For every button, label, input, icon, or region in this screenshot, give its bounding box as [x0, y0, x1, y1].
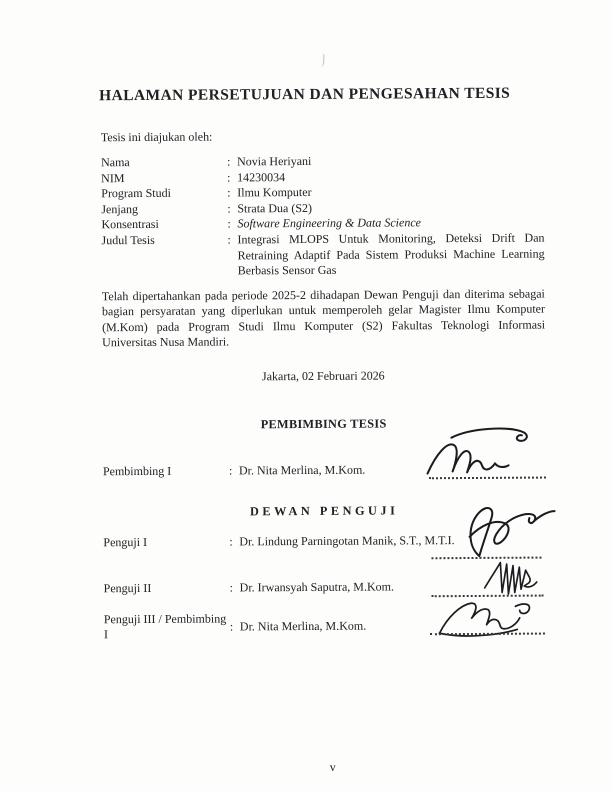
defense-statement: Telah dipertahankan pada periode 2025-2 dihadapan Dewan Penguji dan diterima sebagai bagian persyaratan yang diperlukan untuk memperoleh gelar Magister Ilmu Komputer (M.Kom) pada Program Studi Ilmu Komputer (S2) Fakultas Teknologi Informasi Universitas Nusa Mandiri.: [101, 286, 546, 350]
field-value: Ilmu Komputer: [237, 185, 312, 200]
signature-penguji-1: [449, 499, 561, 560]
field-row-judul-tesis: [101, 231, 544, 280]
scan-artifact: [318, 54, 324, 67]
field-label: Konsentrasi: [101, 217, 159, 232]
examiner-colon: :: [229, 534, 233, 549]
advisor-colon: :: [228, 463, 233, 478]
examiner-label: Penguji III / Pembimbing I: [103, 611, 227, 642]
examiner-label: Penguji I: [103, 534, 148, 550]
examiner-name: Dr. Irwansyah Saputra, M.Kom.: [239, 579, 395, 595]
field-label: Nama: [101, 155, 130, 170]
examiner-colon: :: [229, 580, 234, 595]
committee-row-penguji-3: [104, 610, 459, 643]
field-colon: :: [227, 154, 231, 169]
field-colon: :: [227, 185, 231, 200]
committee-row-penguji-2: [104, 579, 459, 597]
committee-section-heading: DEWAN PENGUJI: [249, 503, 399, 519]
advisor-name: Dr. Nita Merlina, M.Kom.: [238, 462, 366, 478]
committee-row-penguji-1: [103, 533, 458, 551]
date-line: Jakarta, 02 Februari 2026: [261, 368, 385, 384]
page-title: HALAMAN PERSETUJUAN DAN PENGESAHAN TESIS: [99, 84, 511, 105]
field-colon: :: [227, 232, 231, 247]
field-label: Program Studi: [101, 186, 171, 201]
advisor-section-heading: PEMBIMBING TESIS: [260, 416, 387, 432]
field-value: Novia Heriyani: [237, 153, 312, 169]
examiner-name: Dr. Lindung Parningotan Manik, S.T., M.T.I.: [239, 533, 455, 549]
field-label: NIM: [101, 170, 125, 185]
field-label: Judul Tesis: [101, 232, 155, 248]
examiner-label: Penguji II: [103, 580, 152, 596]
field-colon: :: [227, 201, 231, 216]
advisor-label: Pembimbing I: [102, 463, 172, 479]
field-value: 14230034: [237, 169, 286, 185]
student-fields: [101, 153, 545, 280]
signature-pembimbing-1: [421, 425, 549, 482]
field-colon: :: [227, 216, 231, 231]
field-value: Software Engineering & Data Science: [237, 215, 421, 231]
signature-penguji-2: [463, 557, 558, 599]
field-label: Jenjang: [101, 201, 139, 217]
field-colon: :: [227, 170, 231, 185]
examiner-name: Dr. Nita Merlina, M.Kom.: [239, 618, 367, 634]
intro-line: Tesis ini diajukan oleh:: [100, 129, 213, 145]
advisor-row: [103, 462, 458, 480]
field-value: Strata Dua (S2): [237, 200, 313, 216]
page-number: v: [329, 759, 336, 774]
field-value: Integrasi MLOPS Untuk Monitoring, Deteksi Drift Dan Retraining Adaptif Pada Sistem Produksi Machine Learning Berbasis Sensor Gas: [237, 230, 545, 278]
examiner-colon: :: [229, 619, 234, 634]
